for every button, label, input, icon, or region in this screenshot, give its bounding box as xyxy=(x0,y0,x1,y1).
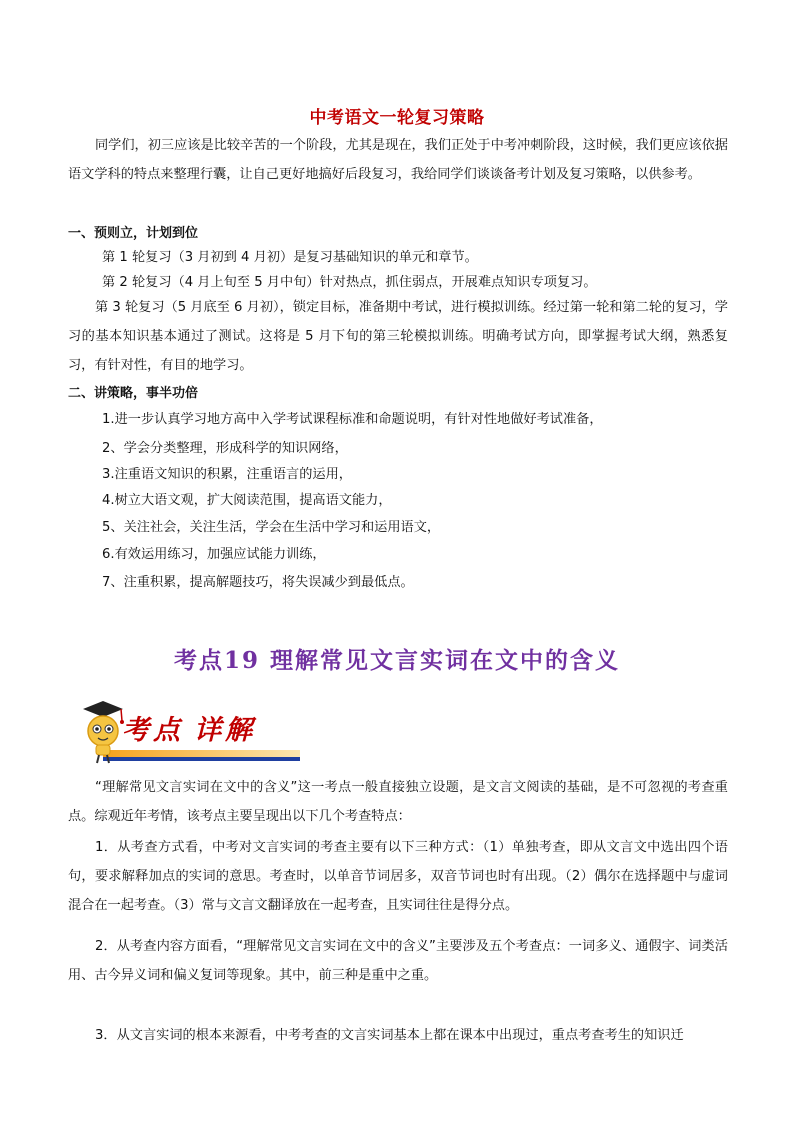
round1-text: 第 1 轮复习（3 月初到 4 月初）是复习基础知识的单元和章节。 xyxy=(102,250,478,265)
section2-heading: 二、讲策略，事半功倍 xyxy=(68,386,199,401)
intro-paragraph: 同学们，初三应该是比较辛苦的一个阶段，尤其是现在，我们正处于中考冲刺阶段，这时候，我们更应该依据语文学科的特点来整理行囊，让自己更好地搞好后段复习，我给同学们谈谈备考计划及复习策略，以供参考。 xyxy=(68,138,728,182)
list-item: 3.注重语文知识的积累，注重语言的运用， xyxy=(102,467,352,482)
detail-paragraph-4: 3．从文言实词的根本来源看，中考考查的文言实词基本上都在课本中出现过，重点考查考生的知识迁 xyxy=(95,1028,684,1043)
section1-heading: 一、预则立，计划到位 xyxy=(68,226,199,241)
kaodian-title: 考点19 理解常见文言实词在文中的含义 xyxy=(173,647,620,674)
banner-heading xyxy=(122,708,256,747)
detail-paragraph-1: “理解常见文言实词在文中的含义”这一考点一般直接独立设题，是文言文阅读的基础，是不可忽视的考查重点。综观近年考情，该考点主要呈现出以下几个考查特点： xyxy=(68,780,728,824)
list-item: 7、注重积累，提高解题技巧，将失误减少到最低点。 xyxy=(102,575,414,590)
list-item: 5、关注社会，关注生活，学会在生活中学习和运用语文， xyxy=(102,520,441,535)
banner-bar-blue xyxy=(103,757,300,761)
list-item: 6.有效运用练习，加强应试能力训练， xyxy=(102,547,326,562)
list-item: 2、学会分类整理，形成科学的知识网络， xyxy=(102,441,348,456)
round2-text: 第 2 轮复习（4 月上旬至 5 月中旬）针对热点，抓住弱点，开展难点知识专项复习。 xyxy=(102,275,597,290)
round3-text: 第 3 轮复习（5 月底至 6 月初），锁定目标，准备期中考试，进行模拟训练。经过第一轮和第二轮的复习，学习的基本知识基本通过了测试。这将是 5 月下旬的第三轮模拟训练。明确考试方向，即掌握考试大纲，熟悉复习，有针对性，有目的地学习。 xyxy=(68,300,728,373)
banner-word-kaodian: 考点 xyxy=(122,715,184,746)
detail-paragraph-2: 1．从考查方式看，中考对文言实词的考查主要有以下三种方式：（1）单独考查，即从文言文中选出四个语句，要求解释加点的实词的意思。考查时，以单音节词居多，双音节词也时有出现。（2）偶尔在选择题中与虚词混合在一起考查。（3）常与文言文翻译放在一起考查，且实词往往是得分点。 xyxy=(68,840,728,913)
list-item: 1.进一步认真学习地方高中入学考试课程标准和命题说明，有针对性地做好考试准备， xyxy=(102,412,603,427)
detail-paragraph-3: 2．从考查内容方面看，“理解常见文言实词在文中的含义”主要涉及五个考查点：一词多义、通假字、词类活用、古今异义词和偏义复词等现象。其中，前三种是重中之重。 xyxy=(68,939,728,983)
banner-bar-orange xyxy=(103,750,300,757)
banner-word-xiangjie: 详解 xyxy=(194,715,256,746)
page-title: 中考语文一轮复习策略 xyxy=(309,108,485,128)
list-item: 4.树立大语文观，扩大阅读范围，提高语文能力， xyxy=(102,493,392,508)
